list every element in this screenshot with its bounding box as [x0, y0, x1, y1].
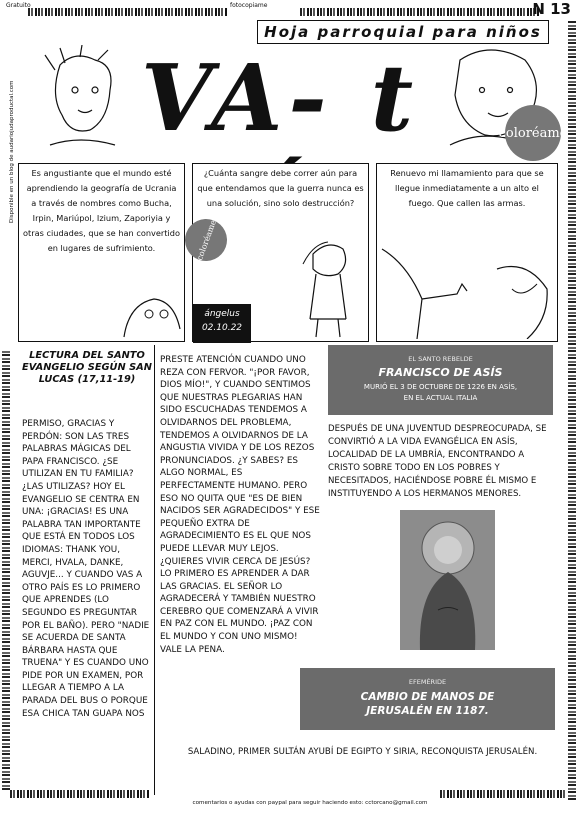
- gospel-column-1: PERMISO, GRACIAS Y PERDÓN: SON LAS TRES PALABRAS MÁGICAS DEL PAPA FRANCISCO. ¿SE UTILIZAN EN TU FAMILIA? ¿LAS UTILIZAS? HOY EL EVANGELIO SE CENTRA EN UNA: ¡GRACIAS! ES UNA PALABRA TAN IMPORTANTE QUE ESTÁ EN TODOS LOS IDIOMAS: THANK YOU, MERCI, HVALA, DANKE, AGUVJE... Y CUANDO VAS A OTRO PAÍS ES LO PRIMERO QUE APRENDES (LO SEGUNDO ES PREGUNTAR POR EL BAÑO). PERO "NADIE SE ACUERDA DE SANTA BÁRBARA HASTA QUE TRUENA" Y ES CUANDO UNO PIDE POR UN EXAMEN, POR LLEGAR A TIEMPO A LA PARADA DEL BUS O PORQUE ESA CHICA TAN GUAPA NOS: [22, 419, 150, 719]
- issue-number: N 13: [532, 0, 571, 18]
- bookshelf-bottom-right: [440, 790, 565, 798]
- saint-box: [328, 345, 553, 415]
- efemeride-body: SALADINO, PRIMER SULTÁN AYUBÍ DE EGIPTO Y SIRIA, RECONQUISTA JERUSALÉN.: [187, 747, 538, 757]
- panel1-drawing: [114, 289, 182, 339]
- subtitle-box: [257, 20, 549, 44]
- bookshelf-top-left: [28, 8, 228, 16]
- bookshelf-right: [568, 20, 576, 800]
- panel2-badge-label: coloréame: [194, 218, 218, 262]
- footer-text: comentarios o ayudas con paypal para seguir haciendo esto: cctorcano@gmail.com: [192, 800, 428, 806]
- angelus-box: [193, 304, 251, 343]
- main-title: VA- t: [140, 44, 420, 152]
- bookshelf-left: [2, 350, 10, 790]
- saint-portrait: [400, 510, 495, 650]
- efemeride-title: CAMBIO DE MANOS DE JERUSALÉN EN 1187.: [360, 691, 495, 717]
- comic-panel-2: [192, 163, 369, 342]
- boy-drawing: [45, 45, 115, 145]
- subtitle: Hoja parroquial para niños: [264, 23, 542, 41]
- angelus-label: ángelus: [204, 309, 240, 319]
- saint-detail-1: MURIÓ EL 3 DE OCTUBRE DE 1226 EN ASÍS,: [363, 383, 518, 391]
- saint-label: EL SANTO REBELDE: [408, 355, 473, 363]
- fotocopiame-label: fotocopiame: [230, 2, 268, 9]
- panel2-text: ¿Cuánta sangre debe correr aún para que entendamos que la guerra nunca es una solución, sino solo destrucción?: [197, 168, 364, 208]
- bookshelf-top-right: [300, 8, 540, 16]
- comic-panel-1: [18, 163, 185, 342]
- column-divider: [154, 345, 155, 795]
- coloreame-label: coloréame: [498, 125, 568, 141]
- pointing-pope-drawing: [377, 239, 555, 339]
- angelus-date: 02.10.22: [201, 323, 243, 333]
- bookshelf-bottom-left: [10, 790, 150, 798]
- gospel-column-2: PRESTE ATENCIÓN CUANDO UNO REZA CON FERVOR. "¡POR FAVOR, DIOS MÍO!", Y CUANDO SENTIMOS QUE NUESTRAS PLEGARIAS HAN SIDO ESCUCHADAS TENDEMOS A OLVIDARNOS DEL PROBLEMA, TENDEMOS A OLVIDARNOS DE LA ANGUSTIA VIVIDA Y DE LOS REZOS PRONUNCIADOS. ¿Y SABES? ES ALGO NORMAL, ES PERFECTAMENTE HUMANO. PERO ESO NO QUITA QUE "ES DE BIEN NACIDOS SER AGRADECIDOS" Y ESE PEQUEÑO EXTRA DE AGRADECIMIENTO ES EL QUE NOS PUEDE LLEVAR MUY LEJOS. ¿QUIERES VIVIR CERCA DE JESÚS? LO PRIMERO ES APRENDER A DAR LAS GRACIAS. EL SEÑOR LO AGRADECERÁ Y TAMBIÉN NUESTRO CEREBRO QUE COMENZARÁ A VIVIR EN PAZ CON EL MUNDO. ¡PAZ CON EL MUNDO Y CON UNO MISMO! VALE LA PENA.: [160, 355, 320, 655]
- soldier-drawing: [298, 234, 358, 339]
- coloreame-badge: [498, 105, 568, 161]
- saint-name: FRANCISCO DE ASÍS: [378, 366, 503, 379]
- panel3-text: Renuevo mi llamamiento para que se llegue inmediatamente a un alto el fuego. Que callen las armas.: [390, 168, 544, 208]
- saint-body: DESPUÉS DE UNA JUVENTUD DESPREOCUPADA, SE CONVIRTIÓ A LA VIDA EVANGÉLICA EN ASÍS, LOCALIDAD DE LA UMBRÍA, ENCONTRANDO A CRISTO SOBRE TODO EN LOS POBRES Y NECESITADOS, HACIÉNDOSE POBRE ÉL MISMO E INSTITUYENDO A LOS HERMANOS MENORES.: [328, 424, 547, 499]
- panel1-text: Es angustiante que el mundo esté aprendiendo la geografía de Ucrania a través de nombres como Bucha, Irpin, Mariúpol, Izium, Zaporiyia y otras ciudades, que se han convertido en lugares de sufrimiento.: [23, 168, 180, 253]
- side-note: Disponible en un blog de audariojudaproductal.com: [9, 80, 15, 223]
- comic-panel-3: [376, 163, 558, 342]
- efemeride-box: [300, 668, 555, 730]
- saint-detail-2: EN EL ACTUAL ITALIA: [403, 394, 478, 402]
- gratuito-label: Gratuito: [6, 2, 31, 9]
- gospel-heading: LECTURA DEL SANTO EVANGELIO SEGÚN SAN LUCAS (17,11-19): [22, 350, 152, 385]
- efemeride-label: EFEMÉRIDE: [408, 678, 447, 686]
